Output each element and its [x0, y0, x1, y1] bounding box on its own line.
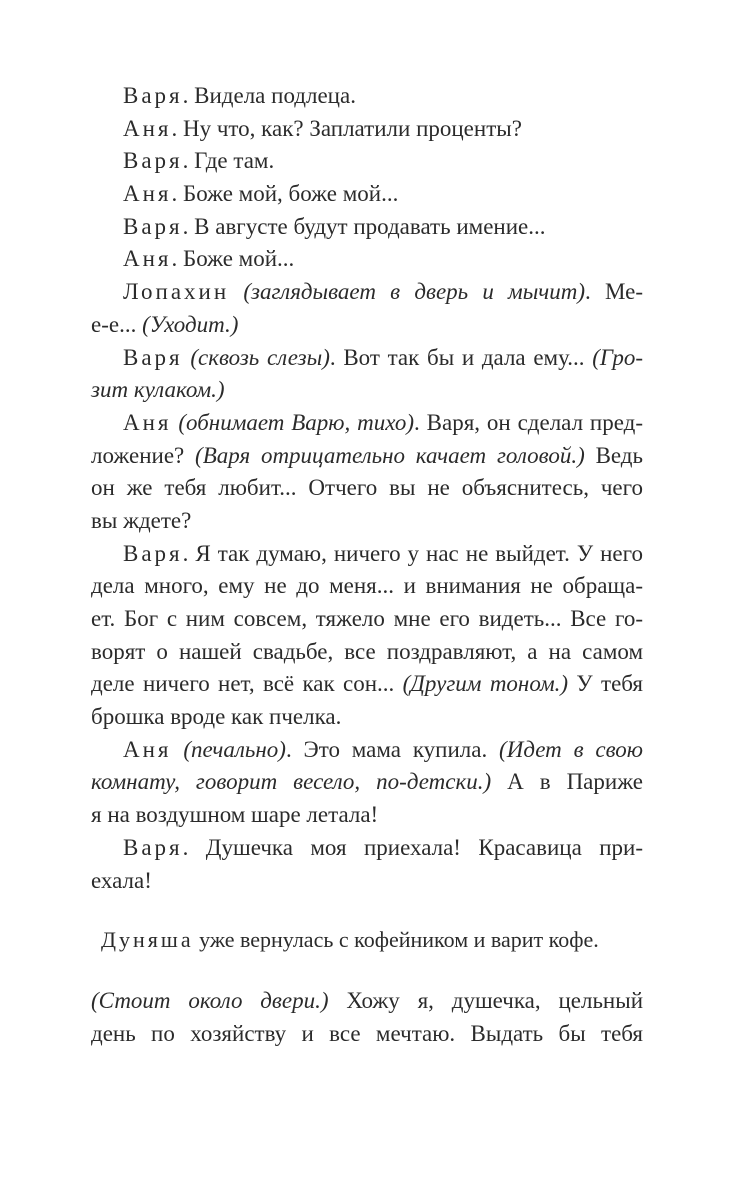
line-text: . Видела подлеца.: [182, 83, 356, 108]
line-text: дела много, ему не до меня... и внимания не обраща-: [91, 573, 643, 599]
speaker-name: Аня: [123, 115, 172, 141]
stage-remark: (Стоит около двери.): [91, 987, 329, 1013]
text-line: [91, 342, 643, 375]
line-text: вы ждете?: [91, 507, 192, 533]
text-line: [91, 701, 643, 734]
speaker-name: Варя: [123, 213, 183, 239]
speaker-name: Аня: [123, 736, 172, 762]
line-text: . Ну что, как? Заплатили проценты?: [171, 115, 522, 141]
stage-remark: (заглядывает в дверь и мычит): [229, 279, 586, 305]
stage-remark: (Уходит.): [142, 311, 239, 337]
text-line: [91, 178, 643, 211]
text-line: [91, 1018, 643, 1051]
text-line: [91, 80, 643, 113]
text-line: [91, 505, 643, 538]
text-line: [91, 832, 643, 865]
stage-remark: (Варя отрицательно качает головой.): [195, 442, 585, 468]
line-text: ет. Бог с ним совсем, тяжело мне его видеть... Все го-: [91, 606, 643, 631]
speaker-name: Варя: [123, 344, 183, 370]
speaker-name: Варя: [123, 83, 183, 108]
text-line: [91, 407, 643, 440]
line-text: . Варя, он сделал пред-: [414, 409, 643, 435]
text-line: [91, 570, 643, 603]
stage-remark: (Гро-: [584, 344, 643, 370]
line-text: он же тебя любит... Отчего вы не объяснитесь, чего: [91, 475, 643, 501]
line-text: ложение?: [91, 442, 196, 468]
line-text: деле ничего нет, всё как сон...: [91, 671, 403, 697]
line-text: . Боже мой...: [171, 246, 295, 272]
line-text: . Я так думаю, ничего у нас не выйдет. У него: [182, 540, 643, 566]
line-text: А в Париже: [491, 769, 643, 795]
stage-remark: зит кулаком.): [91, 377, 225, 403]
text-line: [91, 538, 643, 571]
stage-remark: (Другим тоном.): [402, 671, 569, 697]
speaker-name: Лопахин: [123, 279, 230, 305]
text-line: [91, 865, 643, 898]
text-line: [91, 668, 643, 701]
stage-remark: (печально): [171, 736, 286, 762]
text-line: [91, 276, 643, 309]
line-text: . Где там.: [182, 148, 275, 174]
stage-remark: (Идет в свою: [499, 736, 643, 762]
speaker-name: Дуняша: [101, 927, 194, 953]
line-text: . Ме-: [585, 279, 643, 305]
speaker-name: Варя: [123, 834, 183, 860]
text-line: [91, 766, 643, 799]
text-line: [91, 113, 643, 146]
stage-remark: комнату, говорит весело, по-детски.): [91, 769, 492, 795]
text-line: [91, 243, 643, 276]
line-text: . Вот так бы и дала ему...: [329, 344, 585, 370]
speaker-name: Варя: [123, 540, 183, 566]
line-text: уже вернулась с кофейником и варит кофе.: [193, 927, 599, 953]
line-text: ехала!: [91, 867, 152, 893]
line-text: я на воздушном шаре летала!: [91, 802, 379, 828]
text-line: [91, 472, 643, 505]
page-text: [91, 80, 643, 1050]
stage-remark: (сквозь слезы): [182, 344, 330, 370]
line-text: . Душечка моя приехала! Красавица при-: [182, 834, 643, 860]
line-text: ворят о нашей свадьбе, все поздравляют, а на самом: [91, 638, 643, 664]
line-text: У тебя: [568, 671, 643, 697]
text-line: [91, 374, 643, 407]
stage-remark: (обнимает Варю, тихо): [171, 409, 415, 435]
text-line: [91, 636, 643, 669]
speaker-name: Варя: [123, 148, 183, 174]
text-line: [91, 440, 643, 473]
text-line: [91, 734, 643, 767]
text-line: [91, 309, 643, 342]
text-line: [91, 145, 643, 178]
line-text: . Боже мой, боже мой...: [171, 181, 399, 207]
text-line: [91, 799, 643, 832]
speaker-name: Аня: [123, 409, 172, 435]
text-line: [91, 603, 643, 636]
stage-direction: [91, 924, 643, 957]
line-text: е-е...: [91, 311, 143, 337]
speaker-name: Аня: [123, 181, 172, 207]
text-line: [91, 211, 643, 244]
line-text: день по хозяйству и все мечтаю. Выдать бы тебя: [91, 1020, 643, 1046]
line-text: Ведь: [584, 442, 644, 468]
line-text: Хожу я, душечка, цельный: [328, 987, 643, 1013]
text-line: [91, 985, 643, 1018]
line-text: . Это мама купила.: [285, 736, 500, 762]
speaker-name: Аня: [123, 246, 172, 272]
line-text: . В августе будут продавать имение...: [182, 213, 546, 239]
line-text: брошка вроде как пчелка.: [91, 704, 342, 730]
